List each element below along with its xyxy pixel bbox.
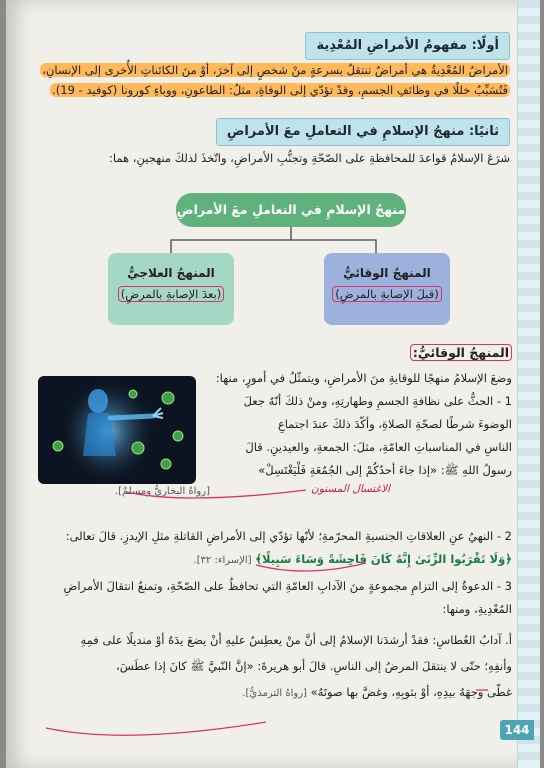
- page-number: 144: [500, 720, 534, 740]
- item2-line1: 2 - النهيُ عنِ العلاقاتِ الجنسيةِ المحرّمةِ؛ لأنّها تؤدّي إلى الأمراضِ القاتلةِ مثلِ الإيدزِ. قالَ تعالى:: [65, 529, 512, 543]
- diagram-root: منهجُ الإسلامِ في التعاملِ معَ الأمراضِ: [176, 193, 406, 227]
- section1-heading: أولًا: مفهومُ الأمراضِ المُعْدِية: [305, 32, 510, 60]
- pen-annotations: [6, 0, 540, 768]
- item1-line1: 1 - الحثُّ على نظافةِ الجسمِ وطهارتِهِ، ومنْ ذلكَ أنّهُ جعلَ: [243, 394, 512, 408]
- itemA-ref: [رواهُ الترمذيُّ].: [242, 688, 307, 699]
- item1-line4: رسولُ اللهِ ﷺ: «إذا جاءَ أحدُكُمْ إلى الجُمُعَةِ فَلْيَغْتَسِلْ»: [258, 463, 512, 477]
- quran-verse: ﴿وَلَا تَقْرَبُوا الزِّنَىٰ إِنَّهُ كَانَ فَاحِشَةً وَسَاءَ سَبِيلًا﴾: [255, 552, 512, 566]
- item3-line1: 3 - الدعوةُ إلى التزامِ مجموعةٍ منَ الآدابِ العامّةِ التي تحافظُ على الصّحّةِ، وتمنعُ انتقالَ الأمراضِ: [63, 579, 512, 593]
- itemA-line1: أ. آدابُ العُطاسِ: فقدْ أرشدَنا الإسلامُ إلى أنَّ منْ يعطِسُ عليهِ أنْ يضعَ يدَهُ أوْ منديلًا على فمِهِ: [80, 633, 512, 647]
- curative-card-title: المنهجُ العلاجيُّ: [127, 266, 215, 280]
- preventive-card-title: المنهجُ الوقائيُّ: [343, 266, 431, 280]
- itemA-line3: غطّى وجهَهُ بيدِهِ، أوْ بثوبِهِ، وغضَّ بها صوتَهُ» [رواهُ الترمذيُّ].: [242, 685, 512, 699]
- section2-intro: شرَعَ الإسلامُ قواعدَ للمحافظةِ على الصّحّةِ وتجنُّبِ الأمراضِ، واتّخذَ لذلكَ منهجينِ، هما:: [109, 151, 510, 165]
- item1-line2: الوضوءَ شرطًا لصحّةِ الصلاةِ، وأكّدَ ذلكَ عندَ اجتماعِ: [277, 417, 512, 431]
- handwritten-note: الاغتسال المسنون: [311, 483, 390, 495]
- definition-highlight-2: فَتُسَبِّبُ خللًا في وظائفِ الجسمِ، وقدْ تؤدّي إلى الوفاةِ، مثلُ: الطاعونِ، ووباءِ كورونا (كوفيد - 19).: [52, 83, 508, 97]
- textbook-page: [6, 0, 540, 768]
- preventive-heading: المنهجُ الوقائيُّ:: [410, 344, 512, 361]
- item3-line2: المُعْدِيةِ، ومنها:: [442, 602, 512, 616]
- item2-ref: [الإسراء: ٣٢].: [193, 555, 252, 566]
- item1-ref: [رواهُ البخاريُّ ومسلمٌ].: [114, 486, 210, 497]
- preventive-card-sub: (قبلَ الإصابةِ بالمرضِ): [332, 286, 441, 302]
- itemA-line2: وأنفِهِ؛ حتّى لا ينتقلَ المرضُ إلى الناسِ. قالَ أبو هريرةَ: «إنَّ النّبيَّ ﷺ كانَ إذا عطَسَ،: [115, 659, 512, 673]
- preventive-intro: وضعَ الإسلامُ منهجًا للوقايةِ منَ الأمراضِ، ويتمثّلُ في أمورٍ، منها:: [215, 371, 512, 385]
- item1-line3: الناسِ في المناسباتِ العامّةِ، مثلَ: الجمعةِ، والعيدينِ. قالَ: [245, 440, 512, 454]
- curative-card-sub: (بعدَ الإصابةِ بالمرضِ): [118, 286, 225, 302]
- definition-highlight: الأمراضُ المُعْدِيةُ هي أمراضٌ تنتقلُ بسرعةٍ منْ شخصٍ إلى آخرَ، أوْ منَ الكائناتِ الأُخرى إلى الإنسانِ،: [42, 63, 508, 77]
- section2-heading: ثانيًا: منهجُ الإسلامِ في التعاملِ معَ الأمراضِ: [216, 118, 510, 146]
